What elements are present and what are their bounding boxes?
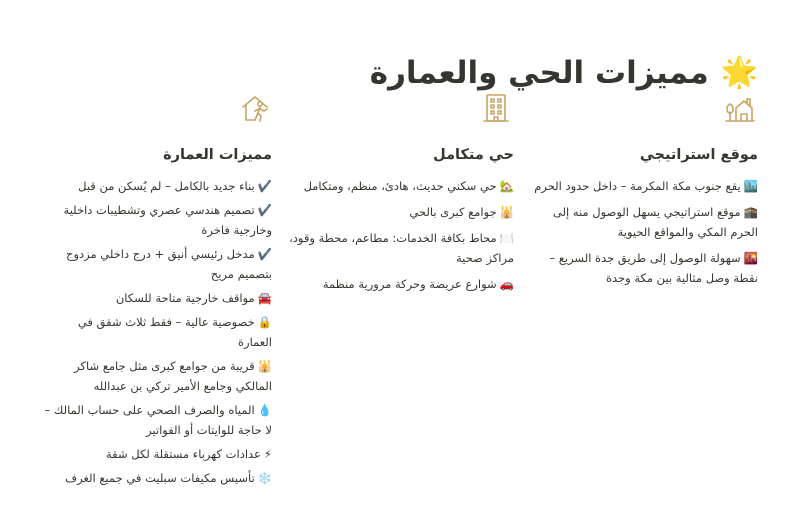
list-item-text: مواقف خارجية متاحة للسكان [115,291,255,305]
list-item [42,400,272,440]
house-garden-icon: 🏡 [499,179,514,193]
feature-list [42,176,272,488]
list-item [42,288,272,308]
column-strategic-location [526,92,758,294]
feature-list [282,176,514,294]
list-item-text: محاط بكافة الخدمات: مطاعم، محطة وقود، مراكز صحية [289,231,514,265]
list-item [42,312,272,352]
lightning-icon: ⚡ [263,447,272,461]
list-item-text: خصوصية عالية – فقط ثلاث شقق في العمارة [77,315,272,349]
list-item [282,274,514,294]
mosque-icon: 🕌 [499,205,514,219]
list-item [42,200,272,240]
cityscape-icon: 🏙️ [743,179,758,193]
car-front-icon: 🚘 [257,291,272,305]
check-mark-icon: ✔️ [257,203,272,217]
building-icon [480,92,512,124]
page-title [370,51,758,95]
lock-icon: 🔒 [257,315,272,329]
column-building-features [42,92,272,492]
check-mark-icon: ✔️ [257,179,272,193]
sunset-city-icon: 🌇 [743,251,758,265]
list-item [526,176,758,196]
column-heading: موقع استراتيجي [639,147,758,163]
mosque-icon: 🕌 [257,359,272,373]
feature-list [526,176,758,288]
snowflake-icon: ❄️ [257,471,272,485]
list-item [282,176,514,196]
house-person-icon [240,92,272,124]
list-item-text: المياه والصرف الصحي على حساب المالك – لا حاجة للوايتات أو الفواتير [44,403,272,437]
list-item-text: تصميم هندسي عصري وتشطيبات داخلية وخارجية فاخرة [63,203,272,237]
column-heading: حي متكامل [433,147,514,163]
list-item-text: بناء جديد بالكامل – لم يُسكن من قبل [78,179,255,193]
list-item [42,244,272,284]
list-item-text: تأسيس مكيفات سبليت في جميع الغرف [65,471,255,485]
list-item [526,248,758,288]
list-item-text: شوارع عريضة وحركة مرورية منظمة [322,277,497,291]
list-item-text: سهولة الوصول إلى طريق جدة السريع – نقطة وصل مثالية بين مكة وجدة [549,251,758,285]
list-item [282,228,514,268]
list-item-text: جوامع كبرى بالحي [409,205,497,219]
list-item [42,176,272,196]
page-title-text: مميزات الحي والعمارة [369,54,709,91]
list-item [42,468,272,488]
list-item-text: عدادات كهرباء مستقلة لكل شقة [105,447,261,461]
list-item-text: يقع جنوب مكة المكرمة – داخل حدود الحرم [534,179,741,193]
list-item-text: مدخل رئيسي أنيق + درج داخلي مزدوج بتصميم مريح [66,247,272,281]
check-mark-icon: ✔️ [257,247,272,261]
column-heading: مميزات العمارة [163,147,272,163]
list-item [282,202,514,222]
list-item [42,444,272,464]
house-tree-icon [724,92,756,124]
car-icon: 🚗 [499,277,514,291]
list-item-text: حي سكني حديث، هادئ، منظم، ومتكامل [303,179,497,193]
list-item [42,356,272,396]
list-item-text: قريبة من جوامع كبرى مثل جامع شاكر المالكي وجامع الأمير تركي بن عبدالله [74,359,272,393]
star-emoji-icon: 🌟 [720,54,758,90]
plate-cutlery-icon: 🍽️ [499,231,514,245]
water-drop-icon: 💧 [257,403,272,417]
list-item-text: موقع استراتيجي يسهل الوصول منه إلى الحرم المكي والمواقع الحيوية [552,205,758,239]
kaaba-icon: 🕋 [743,205,758,219]
column-integrated-neighborhood [282,92,514,300]
list-item [526,202,758,242]
